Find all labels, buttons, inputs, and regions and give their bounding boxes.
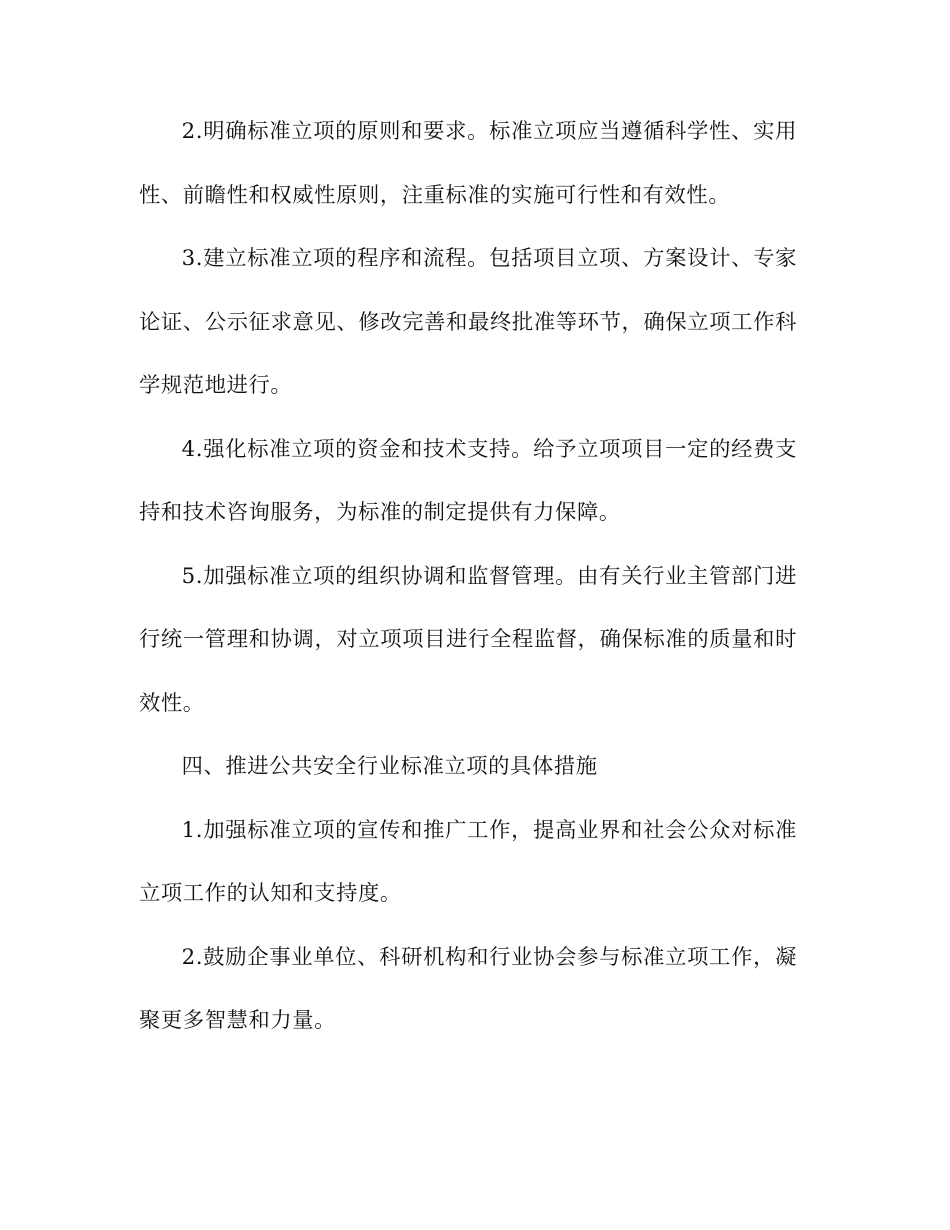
- paragraph-supervision: 5.加强标准立项的组织协调和监督管理。由有关行业主管部门进行统一管理和协调，对立项项目进行全程监督，确保标准的质量和时效性。: [139, 563, 797, 716]
- paragraph-participation: 2.鼓励企事业单位、科研机构和行业协会参与标准立项工作，凝聚更多智慧和力量。: [139, 944, 797, 1033]
- paragraph-funding: 4.强化标准立项的资金和技术支持。给予立项项目一定的经费支持和技术咨询服务，为标准的制定提供有力保障。: [139, 436, 797, 525]
- document-body: [139, 100, 797, 1053]
- paragraph-principles: 2.明确标准立项的原则和要求。标准立项应当遵循科学性、实用性、前瞻性和权威性原则，注重标准的实施可行性和有效性。: [139, 119, 797, 208]
- section-heading-measures: 四、推进公共安全行业标准立项的具体措施: [181, 754, 598, 779]
- paragraph-procedure: 3.建立标准立项的程序和流程。包括项目立项、方案设计、专家论证、公示征求意见、修改完善和最终批准等环节，确保立项工作科学规范地进行。: [139, 246, 797, 398]
- paragraph-promotion: 1.加强标准立项的宣传和推广工作，提高业界和社会公众对标准立项工作的认知和支持度。: [139, 817, 797, 906]
